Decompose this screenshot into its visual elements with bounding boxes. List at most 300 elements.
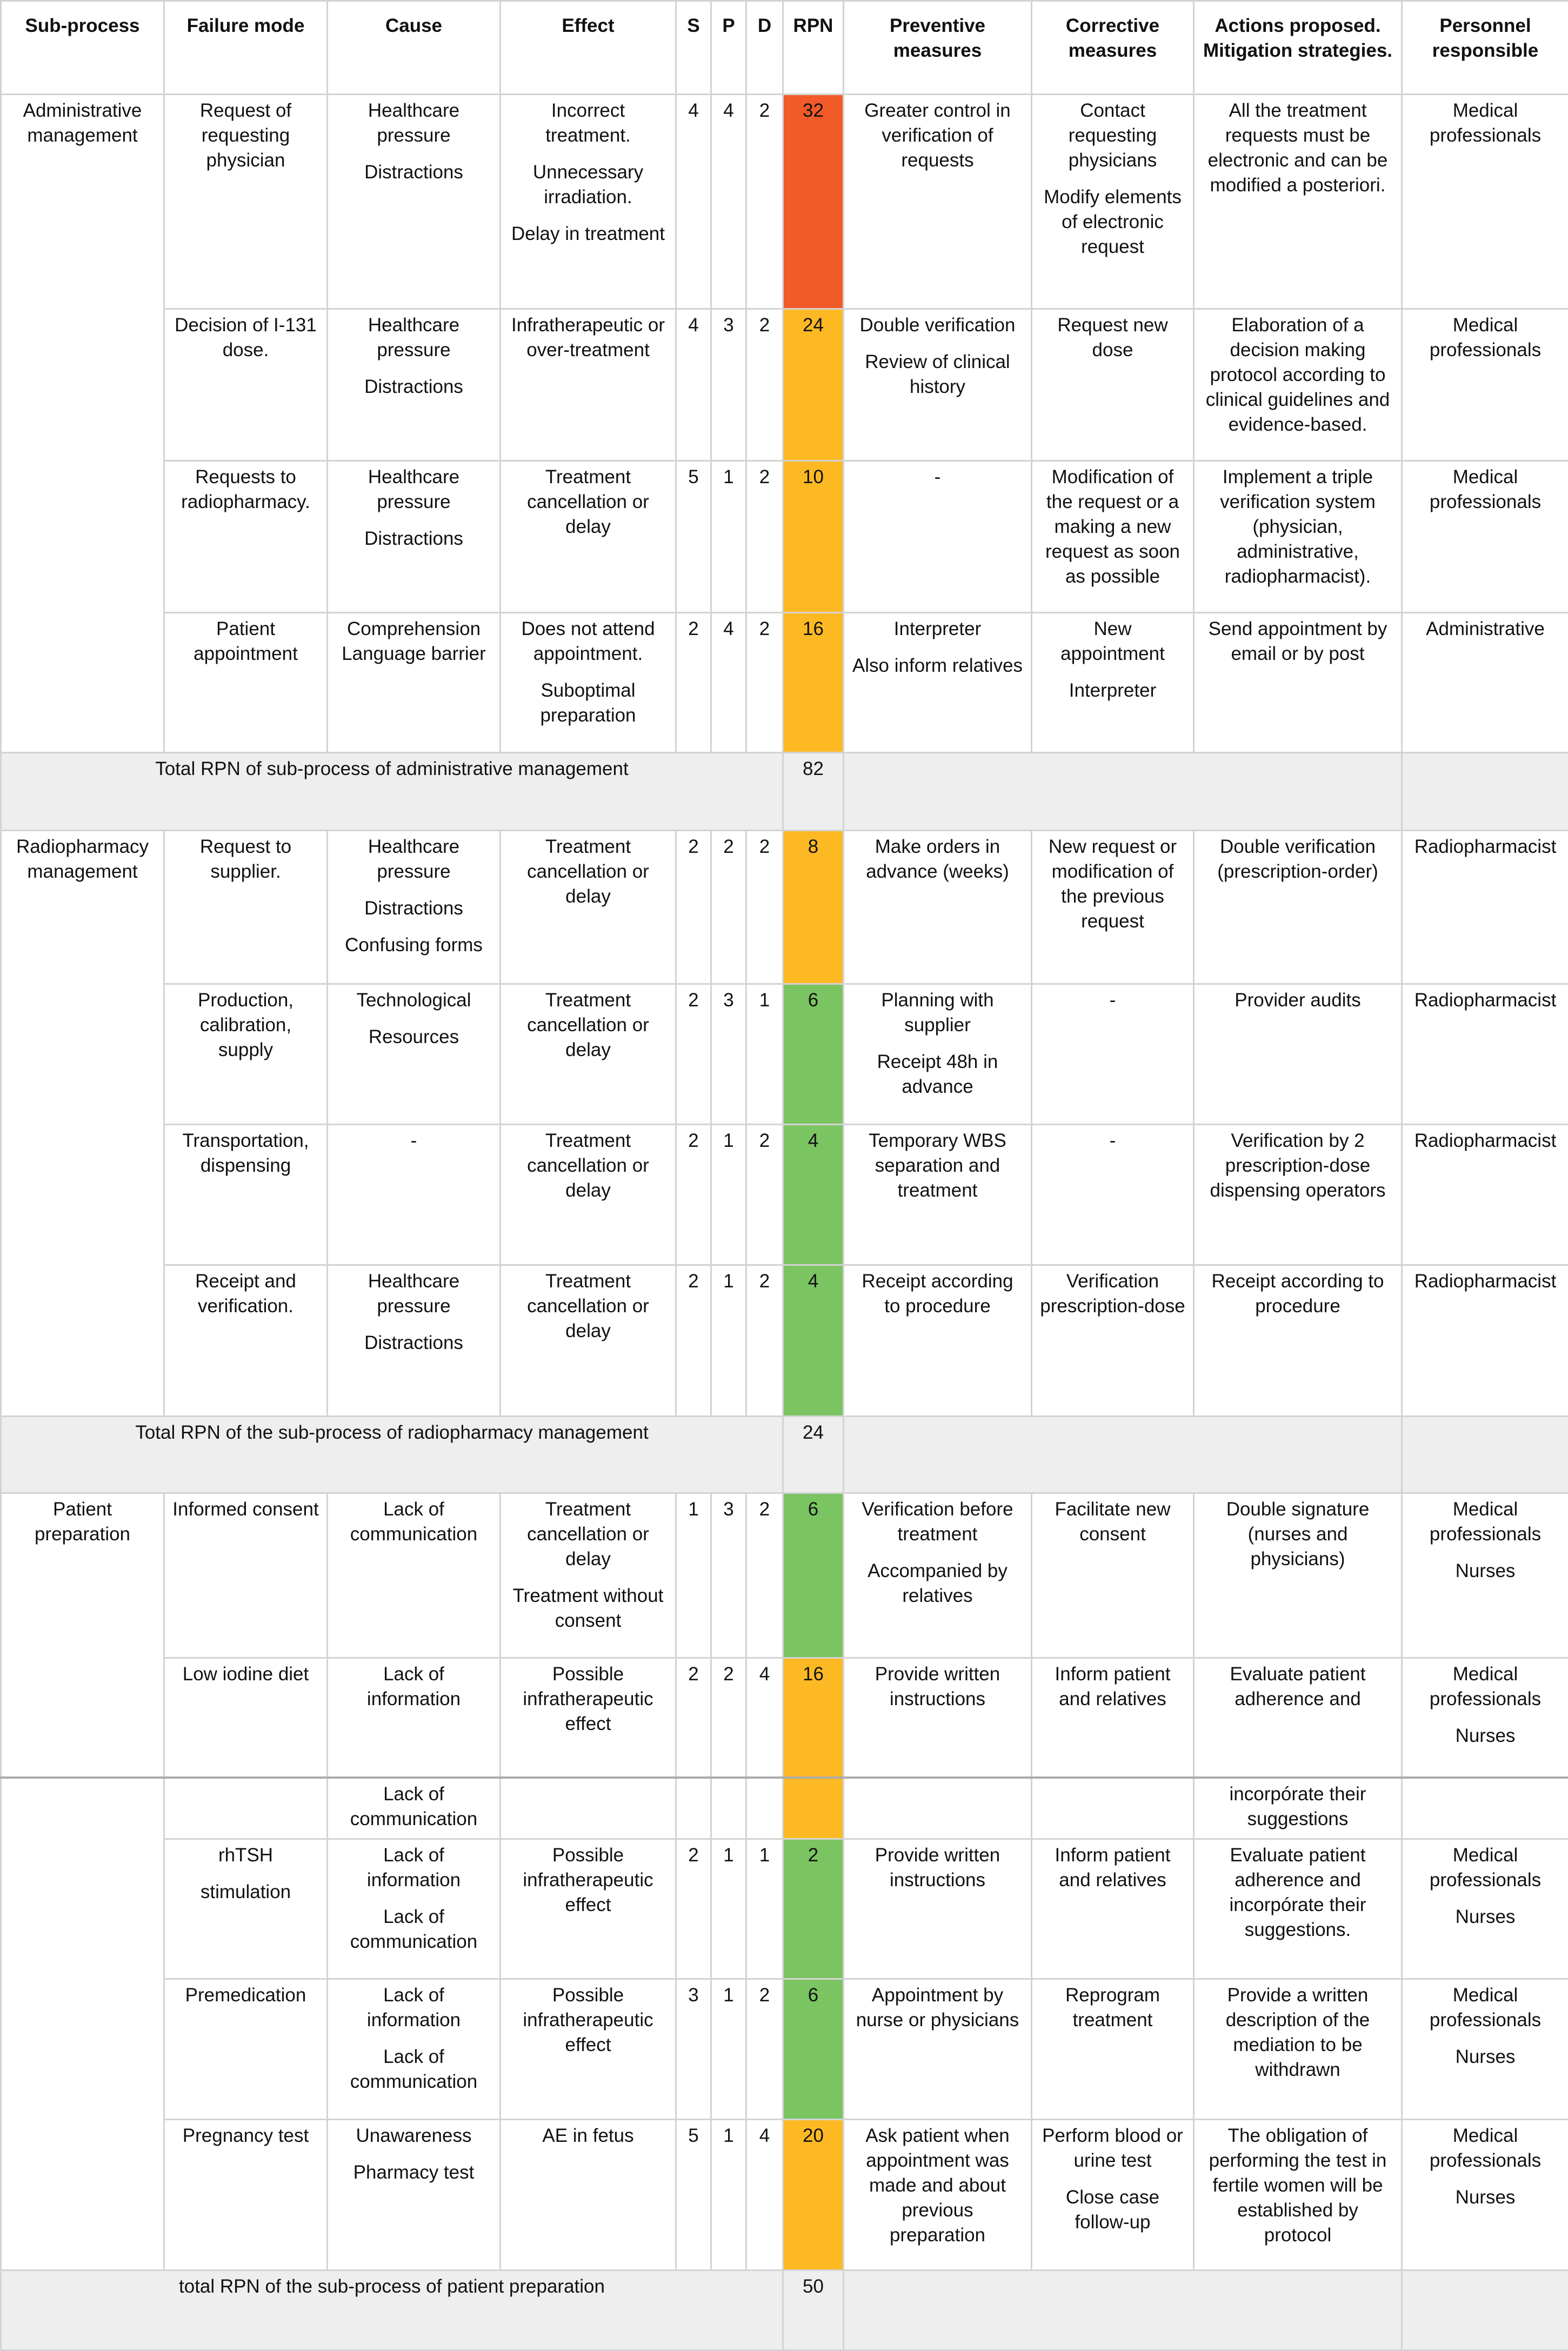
table-row: [1, 1979, 1568, 2120]
subprocess-cell: [1, 984, 164, 1125]
table-row: [1, 831, 1568, 984]
header-row: [1, 1, 1568, 95]
cell-line: Close case follow-up: [1040, 2185, 1185, 2235]
cell-line: Healthcare pressure: [336, 834, 492, 884]
preventive-cell: [844, 461, 1032, 613]
cell-line: Low iodine diet: [172, 1662, 319, 1687]
preventive-cell: [844, 1658, 1032, 1778]
cell-line: Distractions: [336, 526, 492, 551]
effect-cell: [501, 1493, 676, 1658]
cell-line: Treatment cancellation or delay: [509, 834, 668, 909]
cell-line: Transportation, dispensing: [172, 1128, 319, 1178]
rpn-value: 8: [783, 831, 844, 984]
cell-line: -: [336, 1128, 492, 1153]
preventive-cell: [844, 309, 1032, 461]
cell-line: Receipt according to procedure: [852, 1269, 1023, 1319]
cell-line: -: [852, 465, 1023, 490]
cell-line: Delay in treatment: [509, 222, 668, 246]
s-score: 2: [676, 831, 711, 984]
cell-line: Nurses: [1410, 2185, 1560, 2210]
effect-cell: [501, 1125, 676, 1265]
cell-line: Reprogram treatment: [1040, 1983, 1185, 2033]
preventive-cell: [844, 613, 1032, 753]
cause-cell: [328, 984, 501, 1125]
cell-line: Unnecessary irradiation.: [509, 160, 668, 210]
cell-line: Medical professionals: [1410, 465, 1560, 515]
cause-cell: [328, 95, 501, 309]
s-score: 5: [676, 2120, 711, 2270]
cell-line: Unawareness: [336, 2123, 492, 2148]
cell-line: Radiopharmacist: [1410, 1128, 1560, 1153]
failure-mode-cell: [164, 1265, 328, 1417]
cause-cell: [328, 309, 501, 461]
personnel-cell: [1402, 1658, 1568, 1778]
header-preventive: Preventive measures: [844, 1, 1032, 95]
p-score: 4: [711, 95, 746, 309]
cell-line: Make orders in advance (weeks): [852, 834, 1023, 884]
s-score: 2: [676, 1125, 711, 1265]
d-score: 2: [746, 1979, 783, 2120]
preventive-cell: [844, 831, 1032, 984]
cell-line: Production, calibration, supply: [172, 988, 319, 1063]
corrective-cell: [1032, 1778, 1194, 1839]
cell-line: Greater control in verification of requests: [852, 98, 1023, 173]
cell-line: Verification before treatment: [852, 1497, 1023, 1547]
cell-line: Accompanied by relatives: [852, 1559, 1023, 1608]
cell-line: Lack of information: [336, 1662, 492, 1712]
cell-line: New appointment: [1040, 617, 1185, 666]
corrective-cell: [1032, 2120, 1194, 2270]
actions-cell: [1194, 613, 1402, 753]
d-score: 1: [746, 1839, 783, 1979]
failure-mode-cell: [164, 2120, 328, 2270]
effect-cell: [501, 1778, 676, 1839]
cause-cell: [328, 1658, 501, 1778]
personnel-cell: [1402, 309, 1568, 461]
rpn-value: 16: [783, 1658, 844, 1778]
cell-line: Evaluate patient adherence and: [1202, 1662, 1393, 1712]
total-empty: [844, 2270, 1402, 2350]
cell-line: Receipt and verification.: [172, 1269, 319, 1319]
cell-line: Possible infratherapeutic effect: [509, 1983, 668, 2058]
d-score: [746, 1778, 783, 1839]
p-score: 3: [711, 309, 746, 461]
personnel-cell: [1402, 1778, 1568, 1839]
cell-line: Treatment cancellation or delay: [509, 1128, 668, 1203]
cell-line: Medical professionals: [1410, 98, 1560, 148]
effect-cell: [501, 831, 676, 984]
corrective-cell: [1032, 309, 1194, 461]
cell-line: Planning with supplier: [852, 988, 1023, 1038]
corrective-cell: [1032, 1839, 1194, 1979]
d-score: 2: [746, 95, 783, 309]
effect-cell: [501, 984, 676, 1125]
p-score: 1: [711, 1265, 746, 1417]
cell-line: Provide written instructions: [852, 1843, 1023, 1893]
personnel-cell: [1402, 461, 1568, 613]
cell-line: Inform patient and relatives: [1040, 1843, 1185, 1893]
cell-line: Nurses: [1410, 1724, 1560, 1748]
cell-line: Perform blood or urine test: [1040, 2123, 1185, 2173]
effect-cell: [501, 309, 676, 461]
table-row: [1, 309, 1568, 461]
cell-line: The obligation of performing the test in fertile women will be established by protocol: [1202, 2123, 1393, 2248]
subprocess-cell: [1, 1265, 164, 1417]
cell-line: Inform patient and relatives: [1040, 1662, 1185, 1712]
rpn-value: 10: [783, 461, 844, 613]
total-row: [1, 1417, 1568, 1493]
d-score: 2: [746, 1265, 783, 1417]
cell-line: Provide a written description of the mediation to be withdrawn: [1202, 1983, 1393, 2082]
cell-line: Patient appointment: [172, 617, 319, 666]
rpn-value: 6: [783, 984, 844, 1125]
preventive-cell: [844, 1778, 1032, 1839]
s-score: 2: [676, 984, 711, 1125]
preventive-cell: [844, 2120, 1032, 2270]
d-score: 4: [746, 1658, 783, 1778]
s-score: 3: [676, 1979, 711, 2120]
d-score: 2: [746, 1493, 783, 1658]
actions-cell: [1194, 1125, 1402, 1265]
cell-line: Healthcare pressure: [336, 98, 492, 148]
cell-line: Suboptimal preparation: [509, 678, 668, 728]
cell-line: Nurses: [1410, 1905, 1560, 1929]
failure-mode-cell: [164, 613, 328, 753]
total-empty: [1402, 753, 1568, 831]
cell-line: Provide written instructions: [852, 1662, 1023, 1712]
header-failure-mode: Failure mode: [164, 1, 328, 95]
total-label: total RPN of the sub-process of patient preparation: [1, 2270, 783, 2350]
subprocess-name: Administrative management: [1, 95, 164, 309]
failure-mode-cell: [164, 1658, 328, 1778]
cell-line: Treatment cancellation or delay: [509, 988, 668, 1063]
personnel-cell: [1402, 95, 1568, 309]
failure-mode-cell: [164, 1839, 328, 1979]
personnel-cell: [1402, 1125, 1568, 1265]
header-p: P: [711, 1, 746, 95]
rpn-value: 16: [783, 613, 844, 753]
cell-line: Medical professionals: [1410, 1497, 1560, 1547]
actions-cell: [1194, 984, 1402, 1125]
actions-cell: [1194, 95, 1402, 309]
table-row: [1, 2120, 1568, 2270]
actions-cell: [1194, 831, 1402, 984]
cell-line: Possible infratherapeutic effect: [509, 1662, 668, 1736]
total-label: Total RPN of sub-process of administrative management: [1, 753, 783, 831]
failure-mode-cell: [164, 1493, 328, 1658]
cell-line: Infratherapeutic or over-treatment: [509, 313, 668, 363]
s-score: 2: [676, 1839, 711, 1979]
d-score: 2: [746, 613, 783, 753]
personnel-cell: [1402, 984, 1568, 1125]
subprocess-cell: [1, 309, 164, 461]
cell-line: Verification by 2 prescription-dose dispensing operators: [1202, 1128, 1393, 1203]
s-score: 5: [676, 461, 711, 613]
cell-line: incorpórate their suggestions: [1202, 1782, 1393, 1832]
cell-line: Treatment cancellation or delay: [509, 1269, 668, 1344]
corrective-cell: [1032, 461, 1194, 613]
cell-line: Incorrect treatment.: [509, 98, 668, 148]
cell-line: Radiopharmacist: [1410, 988, 1560, 1013]
corrective-cell: [1032, 1493, 1194, 1658]
p-score: 4: [711, 613, 746, 753]
p-score: 1: [711, 1125, 746, 1265]
cell-line: Pregnancy test: [172, 2123, 319, 2148]
cause-cell: [328, 1778, 501, 1839]
failure-mode-cell: [164, 461, 328, 613]
cell-line: Radiopharmacist: [1410, 834, 1560, 859]
s-score: 2: [676, 1265, 711, 1417]
actions-cell: [1194, 309, 1402, 461]
table-row: [1, 95, 1568, 309]
p-score: [711, 1778, 746, 1839]
cause-cell: [328, 1839, 501, 1979]
failure-mode-cell: [164, 1125, 328, 1265]
cause-cell: [328, 1493, 501, 1658]
actions-cell: [1194, 1265, 1402, 1417]
cell-line: Implement a triple verification system (physician, administrative, radiopharmacist).: [1202, 465, 1393, 589]
cell-line: All the treatment requests must be electronic and can be modified a posteriori.: [1202, 98, 1393, 198]
cell-line: Double verification: [852, 313, 1023, 338]
subprocess-cell: [1, 613, 164, 753]
cell-line: Temporary WBS separation and treatment: [852, 1128, 1023, 1203]
total-rpn: 50: [783, 2270, 844, 2350]
cell-line: stimulation: [172, 1880, 319, 1905]
cell-line: Verification prescription-dose: [1040, 1269, 1185, 1319]
s-score: 2: [676, 613, 711, 753]
cause-cell: [328, 613, 501, 753]
rpn-value: 32: [783, 95, 844, 309]
cause-cell: [328, 831, 501, 984]
cause-cell: [328, 2120, 501, 2270]
table-row: [1, 613, 1568, 753]
effect-cell: [501, 95, 676, 309]
p-score: 1: [711, 1839, 746, 1979]
header-s: S: [676, 1, 711, 95]
cell-line: Request new dose: [1040, 313, 1185, 363]
header-rpn: RPN: [783, 1, 844, 95]
rpn-value: 6: [783, 1493, 844, 1658]
cell-line: Medical professionals: [1410, 313, 1560, 363]
cell-line: Comprehension Language barrier: [336, 617, 492, 666]
cell-line: Medical professionals: [1410, 1843, 1560, 1893]
header-actions: Actions proposed. Mitigation strategies.: [1194, 1, 1402, 95]
cell-line: Healthcare pressure: [336, 313, 492, 363]
rpn-value: 20: [783, 2120, 844, 2270]
cell-line: rhTSH: [172, 1843, 319, 1868]
cell-line: Modify elements of electronic request: [1040, 185, 1185, 259]
d-score: 1: [746, 984, 783, 1125]
cell-line: Radiopharmacist: [1410, 1269, 1560, 1294]
s-score: 2: [676, 1658, 711, 1778]
d-score: 4: [746, 2120, 783, 2270]
cell-line: Lack of communication: [336, 1497, 492, 1547]
actions-cell: [1194, 1979, 1402, 2120]
rpn-value: 4: [783, 1265, 844, 1417]
personnel-cell: [1402, 2120, 1568, 2270]
header-effect: Effect: [501, 1, 676, 95]
cause-cell: [328, 1979, 501, 2120]
preventive-cell: [844, 1265, 1032, 1417]
actions-cell: [1194, 461, 1402, 613]
cell-line: Contact requesting physicians: [1040, 98, 1185, 173]
corrective-cell: [1032, 95, 1194, 309]
p-score: 1: [711, 2120, 746, 2270]
cell-line: Medical professionals: [1410, 1983, 1560, 2033]
effect-cell: [501, 1979, 676, 2120]
total-rpn: 82: [783, 753, 844, 831]
failure-mode-cell: [164, 1778, 328, 1839]
total-row: [1, 753, 1568, 831]
d-score: 2: [746, 309, 783, 461]
d-score: 2: [746, 461, 783, 613]
preventive-cell: [844, 1125, 1032, 1265]
p-score: 3: [711, 1493, 746, 1658]
preventive-cell: [844, 984, 1032, 1125]
corrective-cell: [1032, 613, 1194, 753]
cell-line: Distractions: [336, 1331, 492, 1355]
cell-line: -: [1040, 1128, 1185, 1153]
personnel-cell: [1402, 1979, 1568, 2120]
cell-line: Confusing forms: [336, 933, 492, 958]
cell-line: Possible infratherapeutic effect: [509, 1843, 668, 1918]
d-score: 2: [746, 1125, 783, 1265]
cell-line: Provider audits: [1202, 988, 1393, 1013]
corrective-cell: [1032, 984, 1194, 1125]
actions-cell: [1194, 1658, 1402, 1778]
cell-line: Request to supplier.: [172, 834, 319, 884]
p-score: 1: [711, 1979, 746, 2120]
cell-line: Resources: [336, 1025, 492, 1050]
subprocess-cell: [1, 1979, 164, 2120]
total-empty: [844, 1417, 1402, 1493]
total-label: Total RPN of the sub-process of radiopharmacy management: [1, 1417, 783, 1493]
cell-line: Treatment cancellation or delay: [509, 1497, 668, 1572]
table-row: [1, 1839, 1568, 1979]
subprocess-name: Radiopharmacy management: [1, 831, 164, 984]
s-score: 4: [676, 95, 711, 309]
personnel-cell: [1402, 613, 1568, 753]
subprocess-cell: [1, 1839, 164, 1979]
actions-cell: [1194, 2120, 1402, 2270]
corrective-cell: [1032, 1979, 1194, 2120]
table-row: [1, 1493, 1568, 1658]
subprocess-cell: [1, 1658, 164, 1778]
cell-line: Healthcare pressure: [336, 1269, 492, 1319]
cell-line: Double verification (prescription-order): [1202, 834, 1393, 884]
cell-line: Receipt 48h in advance: [852, 1050, 1023, 1099]
subprocess-cell: [1, 2120, 164, 2270]
cell-line: Distractions: [336, 896, 492, 921]
cell-line: Distractions: [336, 375, 492, 399]
failure-mode-cell: [164, 309, 328, 461]
d-score: 2: [746, 831, 783, 984]
rpn-value: [783, 1778, 844, 1839]
cell-line: Decision of I-131 dose.: [172, 313, 319, 363]
rpn-value: 6: [783, 1979, 844, 2120]
p-score: 1: [711, 461, 746, 613]
cell-line: Elaboration of a decision making protocol according to clinical guidelines and evidence-based.: [1202, 313, 1393, 437]
subprocess-cell: [1, 461, 164, 613]
total-rpn: 24: [783, 1417, 844, 1493]
cell-line: Review of clinical history: [852, 350, 1023, 399]
cell-line: Request of requesting physician: [172, 98, 319, 173]
cell-line: Facilitate new consent: [1040, 1497, 1185, 1547]
header-corrective: Corrective measures: [1032, 1, 1194, 95]
cell-line: Appointment by nurse or physicians: [852, 1983, 1023, 2033]
cell-line: Interpreter: [852, 617, 1023, 642]
s-score: [676, 1778, 711, 1839]
effect-cell: [501, 2120, 676, 2270]
effect-cell: [501, 613, 676, 753]
table-row: [1, 461, 1568, 613]
effect-cell: [501, 1658, 676, 1778]
s-score: 1: [676, 1493, 711, 1658]
header-personnel: Personnel responsible: [1402, 1, 1568, 95]
failure-mode-cell: [164, 95, 328, 309]
cause-cell: [328, 1125, 501, 1265]
cell-line: Premedication: [172, 1983, 319, 2008]
p-score: 2: [711, 831, 746, 984]
cell-line: Send appointment by email or by post: [1202, 617, 1393, 666]
personnel-cell: [1402, 1265, 1568, 1417]
cell-line: Treatment without consent: [509, 1584, 668, 1633]
corrective-cell: [1032, 831, 1194, 984]
cell-line: Lack of information: [336, 1843, 492, 1893]
cell-line: Nurses: [1410, 1559, 1560, 1584]
corrective-cell: [1032, 1265, 1194, 1417]
cell-line: Does not attend appointment.: [509, 617, 668, 666]
failure-mode-cell: [164, 1979, 328, 2120]
cell-line: Lack of communication: [336, 1782, 492, 1832]
failure-mode-cell: [164, 831, 328, 984]
personnel-cell: [1402, 1839, 1568, 1979]
cell-line: Lack of communication: [336, 2045, 492, 2094]
cell-line: Also inform relatives: [852, 653, 1023, 678]
personnel-cell: [1402, 831, 1568, 984]
cell-line: Evaluate patient adherence and incorpórate their suggestions.: [1202, 1843, 1393, 1942]
cell-line: New request or modification of the previous request: [1040, 834, 1185, 934]
total-empty: [844, 753, 1402, 831]
cell-line: Requests to radiopharmacy.: [172, 465, 319, 515]
fmea-body: [1, 95, 1568, 2350]
cell-line: Interpreter: [1040, 678, 1185, 703]
cause-cell: [328, 461, 501, 613]
actions-cell: [1194, 1778, 1402, 1839]
subprocess-name: Patient preparation: [1, 1493, 164, 1658]
failure-mode-cell: [164, 984, 328, 1125]
cell-line: Medical professionals: [1410, 1662, 1560, 1712]
personnel-cell: [1402, 1493, 1568, 1658]
total-empty: [1402, 2270, 1568, 2350]
table-row: [1, 1125, 1568, 1265]
table-row: [1, 1778, 1568, 1839]
cell-line: Distractions: [336, 160, 492, 185]
cell-line: Medical professionals: [1410, 2123, 1560, 2173]
cell-line: AE in fetus: [509, 2123, 668, 2148]
total-empty: [1402, 1417, 1568, 1493]
total-row: [1, 2270, 1568, 2350]
cell-line: Nurses: [1410, 2045, 1560, 2069]
header-d: D: [746, 1, 783, 95]
rpn-value: 4: [783, 1125, 844, 1265]
cell-line: Informed consent: [172, 1497, 319, 1522]
effect-cell: [501, 1839, 676, 1979]
preventive-cell: [844, 1979, 1032, 2120]
s-score: 4: [676, 309, 711, 461]
subprocess-cell: [1, 1778, 164, 1839]
cell-line: Administrative: [1410, 617, 1560, 642]
